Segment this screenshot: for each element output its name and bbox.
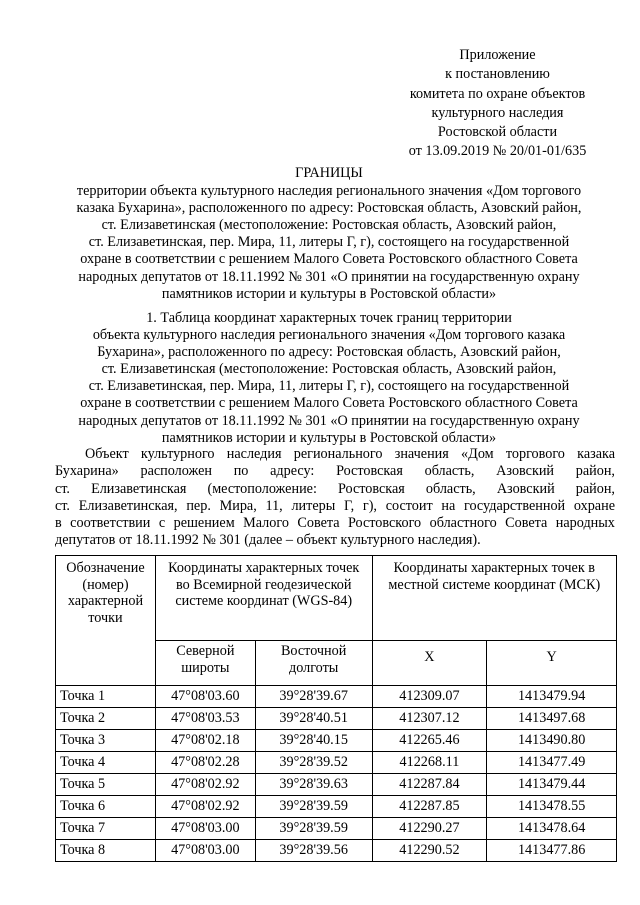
title-line: народных депутатов от 18.11.1992 № 301 «О принятии на государственную охрану — [78, 268, 580, 285]
table-row — [56, 840, 617, 862]
east-longitude-cell: 39°28'39.63 — [255, 774, 372, 796]
header-east-longitude: Восточной долготы — [255, 641, 372, 686]
paragraph-word: в — [55, 515, 62, 532]
paragraph-word: район, — [575, 480, 615, 497]
paragraph-word: ст. — [55, 480, 70, 497]
y-coordinate-cell: 1413497.68 — [487, 708, 617, 730]
table-row — [56, 752, 617, 774]
east-longitude-cell: 39°28'40.15 — [255, 730, 372, 752]
appendix-line: от 13.09.2019 № 20/01-01/635 — [408, 143, 587, 160]
table-caption-line: народных депутатов от 18.11.1992 № 301 «О принятии на государственную охрану — [78, 412, 580, 429]
paragraph-line — [55, 532, 615, 549]
paragraph-word: Елизаветинская — [91, 480, 187, 497]
paragraph-word: Ростовская — [337, 480, 405, 497]
title-line: ст. Елизаветинская, пер. Мира, 11, литеры Г, г), состоящего на государственной — [88, 234, 570, 251]
x-coordinate-cell: 412268.11 — [372, 752, 487, 774]
east-longitude-cell: 39°28'39.59 — [255, 796, 372, 818]
north-latitude-cell: 47°08'02.92 — [155, 774, 255, 796]
north-latitude-cell: 47°08'03.00 — [155, 818, 255, 840]
coordinates-table — [55, 555, 617, 862]
paragraph-word: регионального — [293, 446, 383, 462]
paragraph-word: наследия — [226, 446, 282, 462]
paragraph-word: (местоположение: — [207, 480, 317, 497]
paragraph-word: Г, — [343, 497, 355, 514]
header-x: X — [372, 641, 487, 686]
paragraph-word: адресу: — [270, 463, 315, 480]
paragraph-word: область, — [425, 480, 476, 497]
table-caption-line: 1. Таблица координат характерных точек границ территории — [146, 310, 512, 326]
y-coordinate-cell: 1413477.86 — [487, 840, 617, 862]
table-row — [56, 796, 617, 818]
appendix-line: комитета по охране объектов — [409, 85, 586, 102]
appendix-block — [390, 46, 605, 162]
east-longitude-cell: 39°28'39.67 — [255, 686, 372, 708]
north-latitude-cell: 47°08'02.18 — [155, 730, 255, 752]
east-longitude-cell: 39°28'39.56 — [255, 840, 372, 862]
title-heading: ГРАНИЦЫ — [295, 165, 363, 181]
header-north-latitude: Северной широты — [155, 641, 255, 686]
paragraph-line — [55, 498, 615, 515]
paragraph-word: Малого — [243, 515, 289, 532]
north-latitude-cell: 47°08'02.28 — [155, 752, 255, 774]
x-coordinate-cell: 412307.12 — [372, 708, 487, 730]
title-line: территории объекта культурного наследия регионального значения «Дом торгового — [76, 183, 582, 200]
x-coordinate-cell: 412290.52 — [372, 840, 487, 862]
paragraph-word: состоит — [385, 497, 433, 514]
north-latitude-cell: 47°08'03.60 — [155, 686, 255, 708]
point-name-cell: Точка 7 — [56, 818, 156, 840]
table-caption-line: ст. Елизаветинская, пер. Мира, 11, литеры Г, г), состоящего на государственной — [88, 378, 570, 395]
title-line: казака Бухарина», расположенного по адресу: Ростовская область, Азовский район, — [76, 200, 582, 217]
paragraph-word: значения — [394, 446, 449, 462]
paragraph-word: область, — [424, 463, 475, 480]
object-description-paragraph — [55, 446, 615, 550]
paragraph-word: охране — [573, 497, 615, 514]
paragraph-word: Азовский — [496, 463, 555, 480]
y-coordinate-cell: 1413490.80 — [487, 730, 617, 752]
document-title — [40, 165, 618, 303]
paragraph-word: казака — [577, 446, 615, 462]
appendix-line: Приложение — [459, 47, 536, 63]
east-longitude-cell: 39°28'39.52 — [255, 752, 372, 774]
paragraph-word: г), — [362, 497, 377, 514]
appendix-line: культурного наследия — [431, 104, 564, 121]
paragraph-word: литеры — [291, 497, 336, 514]
paragraph-word: областного — [429, 515, 497, 532]
paragraph-word: Совета — [297, 515, 340, 532]
paragraph-word: по — [233, 463, 249, 480]
paragraph-word: Елизаветинская, — [78, 497, 178, 514]
point-name-cell: Точка 6 — [56, 796, 156, 818]
y-coordinate-cell: 1413479.94 — [487, 686, 617, 708]
header-msk: Координаты характерных точек в местной системе координат (МСК) — [372, 556, 616, 641]
table-caption-line: объекта культурного наследия регионального значения «Дом торгового казака — [92, 327, 566, 344]
header-wgs84: Координаты характерных точек во Всемирной геодезической системе координат (WGS-84) — [155, 556, 372, 641]
paragraph-word: пер. — [186, 497, 211, 514]
x-coordinate-cell: 412287.84 — [372, 774, 487, 796]
paragraph-line — [55, 481, 615, 498]
paragraph-word: расположен — [140, 463, 212, 480]
table-caption — [40, 310, 618, 447]
y-coordinate-cell: 1413479.44 — [487, 774, 617, 796]
paragraph-word: Мира, — [219, 497, 257, 514]
point-name-cell: Точка 1 — [56, 686, 156, 708]
point-name-cell: Точка 2 — [56, 708, 156, 730]
table-caption-line: охране в соответствии с решением Малого Совета Ростовского областного Совета — [80, 395, 578, 412]
y-coordinate-cell: 1413478.64 — [487, 818, 617, 840]
header-designation: Обозначение (номер) характерной точки — [56, 556, 156, 686]
paragraph-text: депутатов от 18.11.1992 № 301 (далее – объект культурного наследия). — [55, 532, 481, 549]
point-name-cell: Точка 4 — [56, 752, 156, 774]
table-caption-line: памятников истории и культуры в Ростовской области» — [161, 429, 497, 446]
point-name-cell: Точка 8 — [56, 840, 156, 862]
paragraph-word: Азовский — [496, 480, 555, 497]
table-caption-line: ст. Елизаветинская (местоположение: Ростовская область, Азовский район, — [101, 361, 557, 378]
paragraph-word: с — [158, 515, 166, 532]
title-line: памятников истории и культуры в Ростовской области» — [161, 285, 497, 302]
table-row — [56, 686, 617, 708]
paragraph-word: «Дом — [461, 446, 494, 462]
east-longitude-cell: 39°28'40.51 — [255, 708, 372, 730]
paragraph-word: соответствии — [70, 515, 151, 532]
paragraph-line — [55, 463, 615, 480]
x-coordinate-cell: 412265.46 — [372, 730, 487, 752]
paragraph-word: народных — [555, 515, 615, 532]
paragraph-word: на — [441, 497, 456, 514]
north-latitude-cell: 47°08'03.53 — [155, 708, 255, 730]
table-caption-line: Бухарина», расположенного по адресу: Ростовская область, Азовский район, — [97, 344, 561, 361]
paragraph-word: Бухарина» — [55, 463, 119, 480]
appendix-line: Ростовской области — [437, 124, 558, 141]
table-row — [56, 818, 617, 840]
table-row — [56, 774, 617, 796]
appendix-line: к постановлению — [445, 66, 550, 83]
y-coordinate-cell: 1413477.49 — [487, 752, 617, 774]
paragraph-word: решением — [173, 515, 235, 532]
paragraph-word: Объект — [85, 446, 129, 462]
x-coordinate-cell: 412290.27 — [372, 818, 487, 840]
paragraph-word: культурного — [140, 446, 215, 462]
paragraph-word: район, — [575, 463, 615, 480]
paragraph-word: торгового — [505, 446, 565, 462]
x-coordinate-cell: 412309.07 — [372, 686, 487, 708]
point-name-cell: Точка 3 — [56, 730, 156, 752]
title-line: охране в соответствии с решением Малого Совета Ростовского областного Совета — [80, 251, 578, 268]
table-row — [56, 730, 617, 752]
paragraph-word: Совета — [505, 515, 548, 532]
x-coordinate-cell: 412287.85 — [372, 796, 487, 818]
title-line: ст. Елизаветинская (местоположение: Ростовская область, Азовский район, — [101, 217, 557, 234]
paragraph-line — [55, 515, 615, 532]
paragraph-word: 11, — [265, 497, 283, 514]
north-latitude-cell: 47°08'02.92 — [155, 796, 255, 818]
point-name-cell: Точка 5 — [56, 774, 156, 796]
paragraph-line — [55, 446, 615, 463]
table-row — [56, 708, 617, 730]
y-coordinate-cell: 1413478.55 — [487, 796, 617, 818]
paragraph-word: ст. — [55, 497, 70, 514]
north-latitude-cell: 47°08'03.00 — [155, 840, 255, 862]
east-longitude-cell: 39°28'39.59 — [255, 818, 372, 840]
paragraph-word: Ростовского — [348, 515, 422, 532]
paragraph-word: Ростовская — [336, 463, 403, 480]
paragraph-word: государственной — [464, 497, 566, 514]
header-y: Y — [487, 641, 617, 686]
